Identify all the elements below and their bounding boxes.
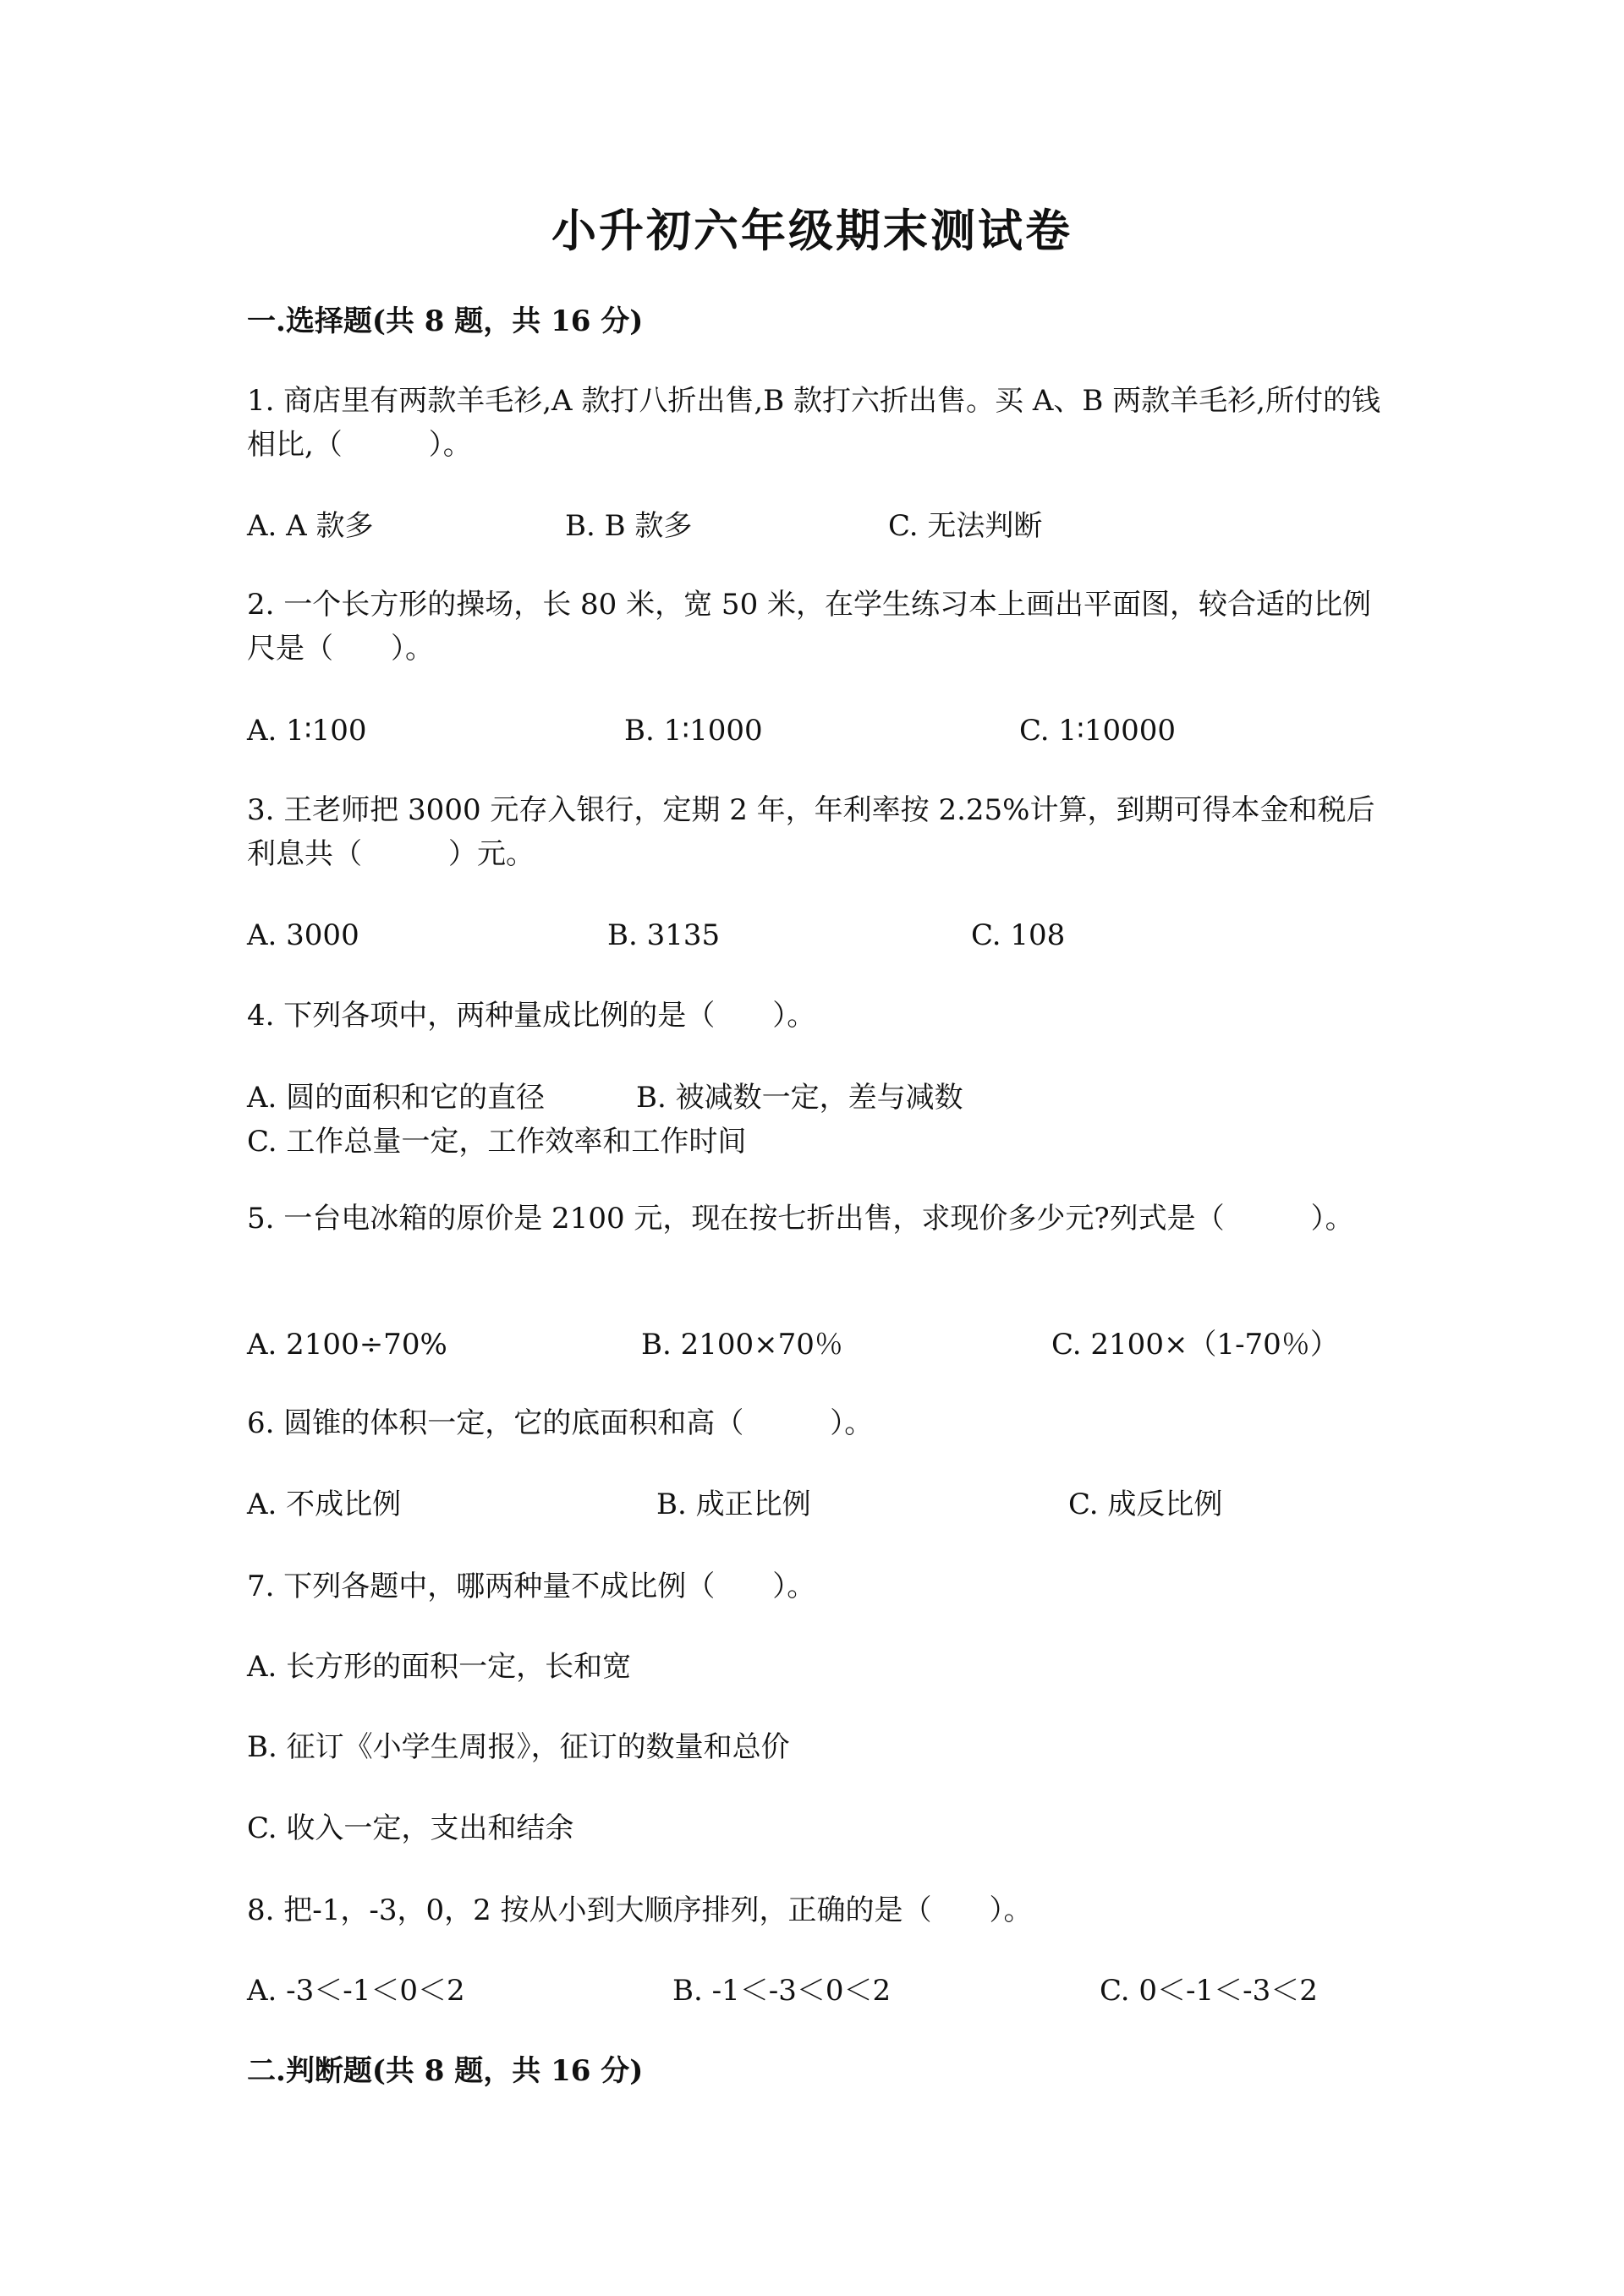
question-6-option-a: A. 不成比例 [247,1488,402,1521]
question-2-option-c: C. 1∶10000 [1019,714,1177,748]
question-4-options [247,1076,1385,1164]
question-4-option-b: B. 被减数一定，差与减数 [636,1081,963,1115]
question-4-option-c: C. 工作总量一定，工作效率和工作时间 [247,1125,747,1159]
question-6-text: 6. 圆锥的体积一定，它的底面积和高（ ）。 [247,1406,874,1440]
question-7-text: 7. 下列各题中，哪两种量不成比例（ ）。 [247,1570,816,1603]
question-3-text: 3. 王老师把 3000 元存入银行，定期 2 年，年利率按 2.25%计算，到期可得本金和税后利息共（ ）元。 [247,793,1375,871]
question-8-text: 8. 把-1，-3，0，2 按从小到大顺序排列，正确的是（ ）。 [247,1893,1033,1927]
section-heading-true-false: 二.判断题(共 8 题，共 16 分) [247,2054,644,2088]
question-3-option-b: B. 3135 [607,918,721,952]
exam-title: 小升初六年级期末测试卷 [551,205,1073,257]
question-8-option-c: C. 0＜-1＜-3＜2 [1100,1974,1318,2008]
question-3-option-c: C. 108 [971,918,1066,952]
question-5-text: 5. 一台电冰箱的原价是 2100 元，现在按七折出售，求现价多少元?列式是（ ）。 [247,1202,1354,1236]
question-6-option-b: B. 成正比例 [656,1488,811,1521]
question-1-option-c: C. 无法判断 [888,509,1043,543]
question-5-option-b: B. 2100×70％ [641,1328,843,1362]
question-1-text: 1. 商店里有两款羊毛衫,A 款打八折出售,B 款打六折出售。买 A、B 两款羊毛衫,所付的钱相比,（ ）。 [247,384,1380,462]
question-8-option-a: A. -3＜-1＜0＜2 [247,1974,465,2008]
question-6-option-c: C. 成反比例 [1068,1488,1223,1521]
question-7-option-c: C. 收入一定，支出和结余 [247,1811,574,1845]
question-2-option-a: A. 1∶100 [247,714,367,748]
question-7-option-b: B. 征订《小学生周报》，征订的数量和总价 [247,1730,790,1764]
question-8-option-b: B. -1＜-3＜0＜2 [672,1974,892,2008]
question-2-text: 2. 一个长方形的操场，长 80 米，宽 50 米，在学生练习本上画出平面图，较合适的比例尺是（ ）。 [247,588,1372,666]
question-1-option-b: B. B 款多 [565,509,693,543]
section-heading-multiple-choice: 一.选择题(共 8 题，共 16 分) [247,304,644,338]
question-7-option-a: A. 长方形的面积一定，长和宽 [247,1650,632,1684]
question-4-option-a: A. 圆的面积和它的直径 [247,1081,546,1115]
question-4-text: 4. 下列各项中，两种量成比例的是（ ）。 [247,999,816,1033]
question-3-option-a: A. 3000 [247,918,359,952]
question-1-option-a: A. A 款多 [247,509,374,543]
question-5-option-c: C. 2100×（1-70％） [1051,1328,1339,1362]
question-5-option-a: A. 2100÷70% [247,1328,447,1362]
question-2-option-b: B. 1∶1000 [624,714,763,748]
